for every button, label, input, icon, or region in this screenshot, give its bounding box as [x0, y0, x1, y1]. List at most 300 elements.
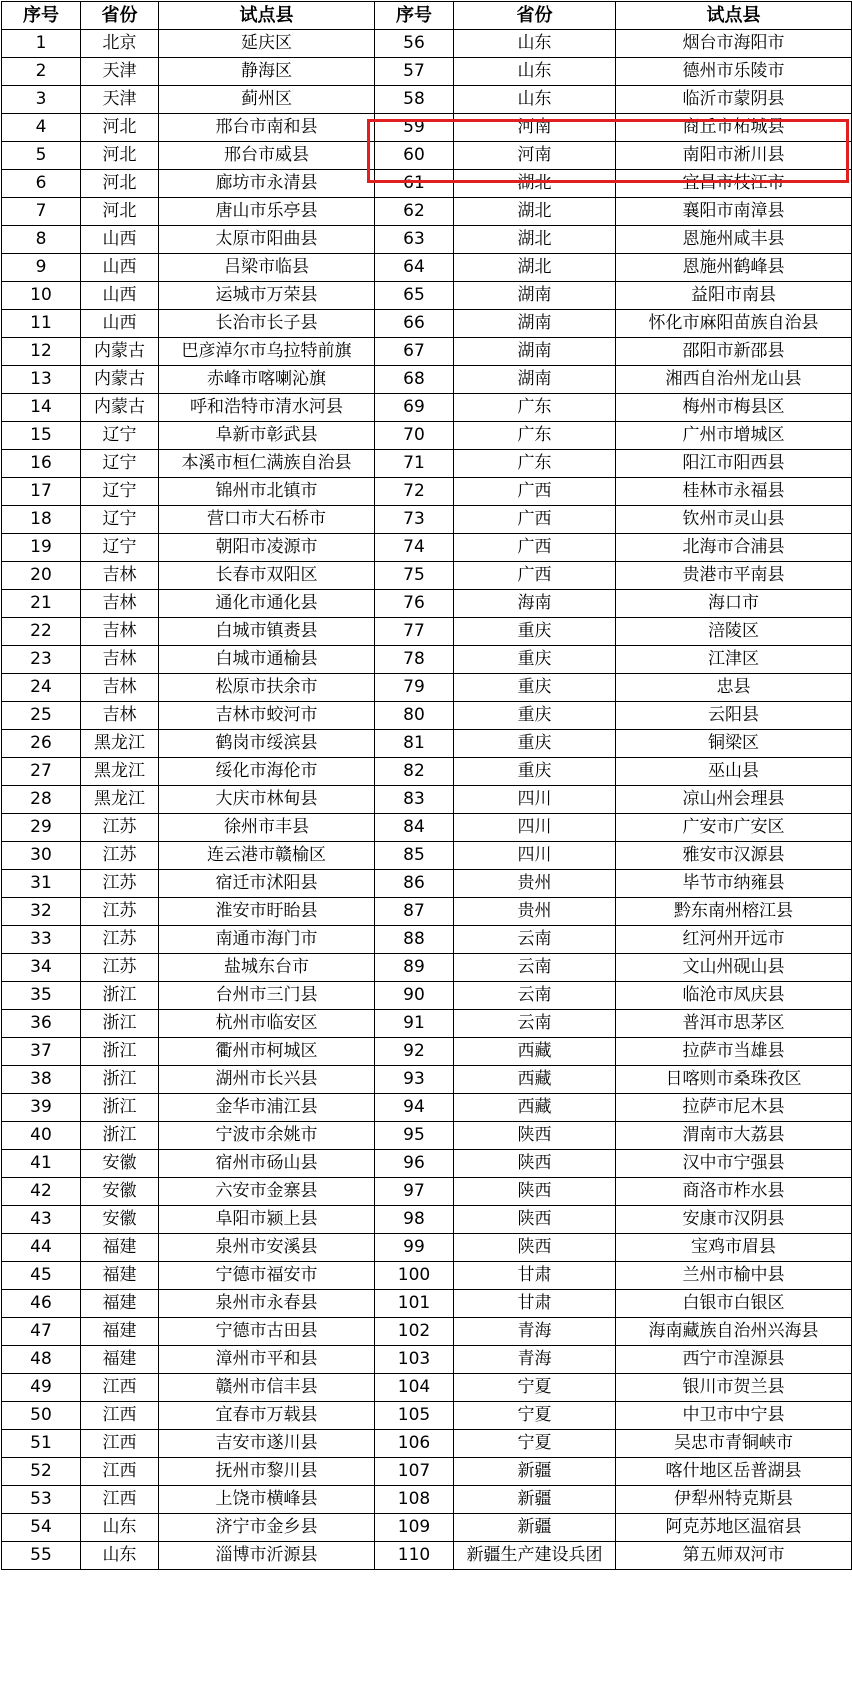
cell-right-county: 日喀则市桑珠孜区 — [616, 1066, 852, 1094]
cell-right-province: 重庆 — [454, 730, 616, 758]
table-row — [2, 786, 852, 814]
cell-left-seq: 50 — [2, 1402, 81, 1430]
cell-left-province: 吉林 — [81, 646, 159, 674]
cell-left-county: 长春市双阳区 — [159, 562, 375, 590]
cell-right-province: 青海 — [454, 1346, 616, 1374]
cell-right-seq: 106 — [375, 1430, 454, 1458]
cell-right-seq: 78 — [375, 646, 454, 674]
cell-left-county: 松原市扶余市 — [159, 674, 375, 702]
cell-right-province: 陕西 — [454, 1234, 616, 1262]
table-row — [2, 1514, 852, 1542]
cell-right-county: 桂林市永福县 — [616, 478, 852, 506]
cell-right-province: 山东 — [454, 86, 616, 114]
cell-left-county: 吉安市遂川县 — [159, 1430, 375, 1458]
table-row — [2, 1262, 852, 1290]
cell-left-seq: 54 — [2, 1514, 81, 1542]
cell-left-county: 阜新市彰武县 — [159, 422, 375, 450]
cell-right-county: 商丘市柘城县 — [616, 114, 852, 142]
cell-right-county: 兰州市榆中县 — [616, 1262, 852, 1290]
cell-right-county: 宜昌市枝江市 — [616, 170, 852, 198]
cell-right-province: 西藏 — [454, 1094, 616, 1122]
cell-left-county: 运城市万荣县 — [159, 282, 375, 310]
cell-left-seq: 35 — [2, 982, 81, 1010]
table-row — [2, 814, 852, 842]
cell-left-province: 江苏 — [81, 842, 159, 870]
cell-right-province: 宁夏 — [454, 1402, 616, 1430]
cell-right-province: 重庆 — [454, 758, 616, 786]
cell-right-province: 河南 — [454, 114, 616, 142]
table-row — [2, 758, 852, 786]
cell-left-county: 宿州市砀山县 — [159, 1150, 375, 1178]
cell-right-province: 重庆 — [454, 702, 616, 730]
cell-right-seq: 92 — [375, 1038, 454, 1066]
table-row — [2, 1234, 852, 1262]
cell-left-county: 泉州市永春县 — [159, 1290, 375, 1318]
cell-left-province: 江苏 — [81, 954, 159, 982]
cell-left-seq: 9 — [2, 254, 81, 282]
cell-left-seq: 36 — [2, 1010, 81, 1038]
cell-right-seq: 60 — [375, 142, 454, 170]
header-province-right: 省份 — [454, 2, 616, 30]
cell-left-county: 上饶市横峰县 — [159, 1486, 375, 1514]
cell-left-province: 江西 — [81, 1402, 159, 1430]
cell-right-county: 安康市汉阴县 — [616, 1206, 852, 1234]
cell-left-county: 连云港市赣榆区 — [159, 842, 375, 870]
cell-right-seq: 79 — [375, 674, 454, 702]
cell-right-county: 第五师双河市 — [616, 1542, 852, 1570]
table-row — [2, 450, 852, 478]
table-row — [2, 674, 852, 702]
cell-left-county: 延庆区 — [159, 30, 375, 58]
cell-right-province: 青海 — [454, 1318, 616, 1346]
cell-right-seq: 96 — [375, 1150, 454, 1178]
cell-right-seq: 104 — [375, 1374, 454, 1402]
cell-right-province: 湖北 — [454, 170, 616, 198]
cell-right-county: 海南藏族自治州兴海县 — [616, 1318, 852, 1346]
cell-right-province: 甘肃 — [454, 1262, 616, 1290]
cell-left-province: 山西 — [81, 310, 159, 338]
cell-left-county: 杭州市临安区 — [159, 1010, 375, 1038]
cell-left-seq: 20 — [2, 562, 81, 590]
cell-right-county: 恩施州鹤峰县 — [616, 254, 852, 282]
cell-right-county: 湘西自治州龙山县 — [616, 366, 852, 394]
cell-right-county: 银川市贺兰县 — [616, 1374, 852, 1402]
cell-left-county: 营口市大石桥市 — [159, 506, 375, 534]
cell-right-province: 湖北 — [454, 254, 616, 282]
table-row — [2, 842, 852, 870]
cell-left-county: 赣州市信丰县 — [159, 1374, 375, 1402]
cell-left-county: 大庆市林甸县 — [159, 786, 375, 814]
header-county-left: 试点县 — [159, 2, 375, 30]
cell-right-county: 烟台市海阳市 — [616, 30, 852, 58]
table-row — [2, 870, 852, 898]
cell-right-seq: 76 — [375, 590, 454, 618]
pilot-county-table — [1, 1, 852, 1570]
cell-left-county: 漳州市平和县 — [159, 1346, 375, 1374]
cell-left-province: 江苏 — [81, 898, 159, 926]
table-row — [2, 730, 852, 758]
header-seq-left: 序号 — [2, 2, 81, 30]
table-row — [2, 1066, 852, 1094]
cell-right-seq: 82 — [375, 758, 454, 786]
cell-left-province: 内蒙古 — [81, 394, 159, 422]
cell-left-county: 南通市海门市 — [159, 926, 375, 954]
cell-left-county: 台州市三门县 — [159, 982, 375, 1010]
cell-right-county: 广安市广安区 — [616, 814, 852, 842]
cell-left-province: 浙江 — [81, 982, 159, 1010]
table-row — [2, 170, 852, 198]
cell-right-seq: 74 — [375, 534, 454, 562]
table-row — [2, 1318, 852, 1346]
cell-left-province: 江西 — [81, 1374, 159, 1402]
cell-left-seq: 12 — [2, 338, 81, 366]
cell-right-county: 汉中市宁强县 — [616, 1150, 852, 1178]
cell-right-seq: 103 — [375, 1346, 454, 1374]
cell-left-seq: 55 — [2, 1542, 81, 1570]
cell-right-seq: 56 — [375, 30, 454, 58]
cell-left-seq: 38 — [2, 1066, 81, 1094]
cell-right-province: 广西 — [454, 562, 616, 590]
table-row — [2, 562, 852, 590]
cell-right-seq: 101 — [375, 1290, 454, 1318]
cell-right-province: 湖南 — [454, 366, 616, 394]
cell-right-seq: 110 — [375, 1542, 454, 1570]
cell-left-province: 辽宁 — [81, 422, 159, 450]
table-row — [2, 1038, 852, 1066]
cell-left-county: 阜阳市颍上县 — [159, 1206, 375, 1234]
cell-right-county: 文山州砚山县 — [616, 954, 852, 982]
cell-right-province: 甘肃 — [454, 1290, 616, 1318]
cell-left-county: 邢台市南和县 — [159, 114, 375, 142]
cell-left-province: 河北 — [81, 114, 159, 142]
cell-right-seq: 80 — [375, 702, 454, 730]
cell-left-province: 黑龙江 — [81, 730, 159, 758]
cell-right-county: 吴忠市青铜峡市 — [616, 1430, 852, 1458]
cell-right-county: 贵港市平南县 — [616, 562, 852, 590]
cell-left-county: 白城市通榆县 — [159, 646, 375, 674]
cell-left-seq: 7 — [2, 198, 81, 226]
cell-left-seq: 17 — [2, 478, 81, 506]
cell-right-seq: 64 — [375, 254, 454, 282]
table-row — [2, 58, 852, 86]
table-row — [2, 982, 852, 1010]
cell-right-county: 益阳市南县 — [616, 282, 852, 310]
cell-right-province: 陕西 — [454, 1122, 616, 1150]
cell-right-county: 普洱市思茅区 — [616, 1010, 852, 1038]
cell-right-county: 雅安市汉源县 — [616, 842, 852, 870]
cell-right-seq: 99 — [375, 1234, 454, 1262]
cell-left-seq: 40 — [2, 1122, 81, 1150]
cell-right-county: 中卫市中宁县 — [616, 1402, 852, 1430]
cell-left-seq: 1 — [2, 30, 81, 58]
cell-right-county: 北海市合浦县 — [616, 534, 852, 562]
cell-left-county: 邢台市威县 — [159, 142, 375, 170]
cell-right-province: 云南 — [454, 1010, 616, 1038]
cell-right-county: 铜梁区 — [616, 730, 852, 758]
cell-right-province: 贵州 — [454, 870, 616, 898]
cell-left-province: 内蒙古 — [81, 338, 159, 366]
cell-right-seq: 107 — [375, 1458, 454, 1486]
cell-right-province: 山东 — [454, 58, 616, 86]
cell-right-seq: 61 — [375, 170, 454, 198]
table-row — [2, 506, 852, 534]
cell-left-province: 福建 — [81, 1290, 159, 1318]
table-row — [2, 898, 852, 926]
cell-left-seq: 21 — [2, 590, 81, 618]
table-row — [2, 254, 852, 282]
cell-right-province: 湖南 — [454, 282, 616, 310]
cell-left-seq: 18 — [2, 506, 81, 534]
cell-right-county: 海口市 — [616, 590, 852, 618]
cell-left-seq: 49 — [2, 1374, 81, 1402]
cell-left-seq: 24 — [2, 674, 81, 702]
cell-left-seq: 51 — [2, 1430, 81, 1458]
cell-right-seq: 105 — [375, 1402, 454, 1430]
cell-left-seq: 37 — [2, 1038, 81, 1066]
cell-left-province: 天津 — [81, 86, 159, 114]
cell-right-province: 贵州 — [454, 898, 616, 926]
cell-left-seq: 4 — [2, 114, 81, 142]
cell-right-county: 喀什地区岳普湖县 — [616, 1458, 852, 1486]
cell-left-province: 吉林 — [81, 674, 159, 702]
cell-left-province: 江苏 — [81, 814, 159, 842]
cell-left-seq: 46 — [2, 1290, 81, 1318]
cell-left-province: 北京 — [81, 30, 159, 58]
cell-left-seq: 10 — [2, 282, 81, 310]
cell-left-province: 吉林 — [81, 702, 159, 730]
cell-right-province: 湖南 — [454, 310, 616, 338]
cell-right-county: 伊犁州特克斯县 — [616, 1486, 852, 1514]
cell-right-county: 黔东南州榕江县 — [616, 898, 852, 926]
cell-right-seq: 75 — [375, 562, 454, 590]
cell-left-province: 浙江 — [81, 1094, 159, 1122]
cell-left-seq: 41 — [2, 1150, 81, 1178]
cell-right-county: 钦州市灵山县 — [616, 506, 852, 534]
cell-right-seq: 94 — [375, 1094, 454, 1122]
cell-right-seq: 68 — [375, 366, 454, 394]
cell-left-seq: 34 — [2, 954, 81, 982]
cell-left-seq: 14 — [2, 394, 81, 422]
cell-left-county: 吉林市蛟河市 — [159, 702, 375, 730]
cell-left-province: 江苏 — [81, 926, 159, 954]
cell-left-county: 本溪市桓仁满族自治县 — [159, 450, 375, 478]
table-row — [2, 534, 852, 562]
cell-left-province: 河北 — [81, 142, 159, 170]
cell-right-seq: 108 — [375, 1486, 454, 1514]
cell-left-county: 赤峰市喀喇沁旗 — [159, 366, 375, 394]
cell-right-seq: 102 — [375, 1318, 454, 1346]
cell-right-county: 商洛市柞水县 — [616, 1178, 852, 1206]
cell-right-county: 襄阳市南漳县 — [616, 198, 852, 226]
cell-left-county: 朝阳市凌源市 — [159, 534, 375, 562]
cell-right-province: 西藏 — [454, 1066, 616, 1094]
cell-right-province: 重庆 — [454, 618, 616, 646]
cell-right-province: 广西 — [454, 534, 616, 562]
header-row — [2, 2, 852, 30]
cell-left-seq: 42 — [2, 1178, 81, 1206]
cell-right-seq: 66 — [375, 310, 454, 338]
cell-left-county: 宁德市福安市 — [159, 1262, 375, 1290]
cell-right-seq: 109 — [375, 1514, 454, 1542]
cell-left-seq: 27 — [2, 758, 81, 786]
cell-right-seq: 98 — [375, 1206, 454, 1234]
cell-right-province: 广东 — [454, 394, 616, 422]
cell-right-county: 凉山州会理县 — [616, 786, 852, 814]
cell-left-province: 辽宁 — [81, 450, 159, 478]
table-row — [2, 1346, 852, 1374]
cell-left-county: 泉州市安溪县 — [159, 1234, 375, 1262]
cell-right-county: 拉萨市当雄县 — [616, 1038, 852, 1066]
cell-right-province: 陕西 — [454, 1206, 616, 1234]
cell-right-province: 重庆 — [454, 646, 616, 674]
cell-right-county: 阳江市阳西县 — [616, 450, 852, 478]
cell-right-seq: 57 — [375, 58, 454, 86]
cell-right-seq: 97 — [375, 1178, 454, 1206]
cell-left-county: 唐山市乐亭县 — [159, 198, 375, 226]
cell-left-seq: 45 — [2, 1262, 81, 1290]
table-row — [2, 1094, 852, 1122]
cell-right-county: 南阳市淅川县 — [616, 142, 852, 170]
table-row — [2, 1150, 852, 1178]
cell-left-county: 巴彦淖尔市乌拉特前旗 — [159, 338, 375, 366]
cell-left-county: 湖州市长兴县 — [159, 1066, 375, 1094]
cell-right-province: 重庆 — [454, 674, 616, 702]
cell-left-county: 济宁市金乡县 — [159, 1514, 375, 1542]
cell-left-seq: 53 — [2, 1486, 81, 1514]
cell-left-county: 蓟州区 — [159, 86, 375, 114]
table-row — [2, 30, 852, 58]
cell-right-province: 广东 — [454, 450, 616, 478]
cell-left-province: 安徽 — [81, 1206, 159, 1234]
table-row — [2, 1458, 852, 1486]
cell-left-province: 浙江 — [81, 1122, 159, 1150]
cell-right-seq: 72 — [375, 478, 454, 506]
cell-left-province: 吉林 — [81, 618, 159, 646]
cell-right-seq: 88 — [375, 926, 454, 954]
table-row — [2, 1486, 852, 1514]
cell-right-seq: 95 — [375, 1122, 454, 1150]
cell-left-seq: 6 — [2, 170, 81, 198]
cell-left-county: 宿迁市沭阳县 — [159, 870, 375, 898]
cell-right-province: 四川 — [454, 814, 616, 842]
table-row — [2, 1206, 852, 1234]
table-row — [2, 310, 852, 338]
cell-left-seq: 15 — [2, 422, 81, 450]
cell-right-county: 拉萨市尼木县 — [616, 1094, 852, 1122]
cell-right-province: 西藏 — [454, 1038, 616, 1066]
cell-left-seq: 3 — [2, 86, 81, 114]
cell-right-seq: 100 — [375, 1262, 454, 1290]
cell-left-province: 江西 — [81, 1458, 159, 1486]
cell-left-province: 河北 — [81, 198, 159, 226]
cell-left-seq: 32 — [2, 898, 81, 926]
table-row — [2, 618, 852, 646]
table-row — [2, 422, 852, 450]
cell-right-seq: 63 — [375, 226, 454, 254]
cell-right-province: 四川 — [454, 786, 616, 814]
cell-right-seq: 89 — [375, 954, 454, 982]
cell-left-seq: 11 — [2, 310, 81, 338]
cell-right-province: 湖北 — [454, 198, 616, 226]
cell-left-seq: 48 — [2, 1346, 81, 1374]
cell-left-seq: 39 — [2, 1094, 81, 1122]
cell-right-province: 河南 — [454, 142, 616, 170]
cell-right-seq: 65 — [375, 282, 454, 310]
cell-left-county: 淮安市盱眙县 — [159, 898, 375, 926]
cell-left-seq: 28 — [2, 786, 81, 814]
cell-right-province: 云南 — [454, 982, 616, 1010]
table-row — [2, 1010, 852, 1038]
table-row — [2, 366, 852, 394]
cell-left-county: 盐城东台市 — [159, 954, 375, 982]
cell-left-province: 天津 — [81, 58, 159, 86]
cell-right-province: 新疆 — [454, 1514, 616, 1542]
cell-right-county: 临沧市凤庆县 — [616, 982, 852, 1010]
cell-left-seq: 25 — [2, 702, 81, 730]
cell-left-province: 辽宁 — [81, 478, 159, 506]
cell-left-seq: 44 — [2, 1234, 81, 1262]
cell-right-seq: 93 — [375, 1066, 454, 1094]
cell-right-province: 广西 — [454, 478, 616, 506]
header-county-right: 试点县 — [616, 2, 852, 30]
cell-left-province: 福建 — [81, 1234, 159, 1262]
cell-right-county: 宝鸡市眉县 — [616, 1234, 852, 1262]
cell-right-province: 宁夏 — [454, 1374, 616, 1402]
cell-left-county: 抚州市黎川县 — [159, 1458, 375, 1486]
table-row — [2, 1122, 852, 1150]
cell-left-seq: 19 — [2, 534, 81, 562]
cell-left-county: 通化市通化县 — [159, 590, 375, 618]
cell-right-province: 山东 — [454, 30, 616, 58]
cell-left-county: 吕梁市临县 — [159, 254, 375, 282]
cell-left-province: 山东 — [81, 1514, 159, 1542]
cell-left-county: 宁波市余姚市 — [159, 1122, 375, 1150]
cell-right-county: 毕节市纳雍县 — [616, 870, 852, 898]
cell-right-county: 德州市乐陵市 — [616, 58, 852, 86]
cell-left-province: 浙江 — [81, 1010, 159, 1038]
cell-right-seq: 83 — [375, 786, 454, 814]
cell-left-province: 黑龙江 — [81, 786, 159, 814]
table-row — [2, 282, 852, 310]
cell-right-seq: 84 — [375, 814, 454, 842]
cell-left-county: 白城市镇赉县 — [159, 618, 375, 646]
table-row — [2, 954, 852, 982]
table-row — [2, 198, 852, 226]
cell-right-province: 湖南 — [454, 338, 616, 366]
cell-right-county: 江津区 — [616, 646, 852, 674]
cell-right-seq: 58 — [375, 86, 454, 114]
cell-left-seq: 22 — [2, 618, 81, 646]
table-row — [2, 1374, 852, 1402]
table-row — [2, 1290, 852, 1318]
cell-right-province: 广东 — [454, 422, 616, 450]
cell-right-seq: 73 — [375, 506, 454, 534]
cell-left-province: 福建 — [81, 1318, 159, 1346]
cell-right-county: 涪陵区 — [616, 618, 852, 646]
table-row — [2, 394, 852, 422]
cell-left-province: 江苏 — [81, 870, 159, 898]
cell-right-province: 云南 — [454, 954, 616, 982]
table-row — [2, 590, 852, 618]
cell-right-province: 宁夏 — [454, 1430, 616, 1458]
cell-left-seq: 16 — [2, 450, 81, 478]
table-row — [2, 1430, 852, 1458]
cell-left-seq: 52 — [2, 1458, 81, 1486]
cell-right-seq: 59 — [375, 114, 454, 142]
cell-left-seq: 33 — [2, 926, 81, 954]
cell-right-county: 西宁市湟源县 — [616, 1346, 852, 1374]
cell-right-province: 新疆 — [454, 1458, 616, 1486]
